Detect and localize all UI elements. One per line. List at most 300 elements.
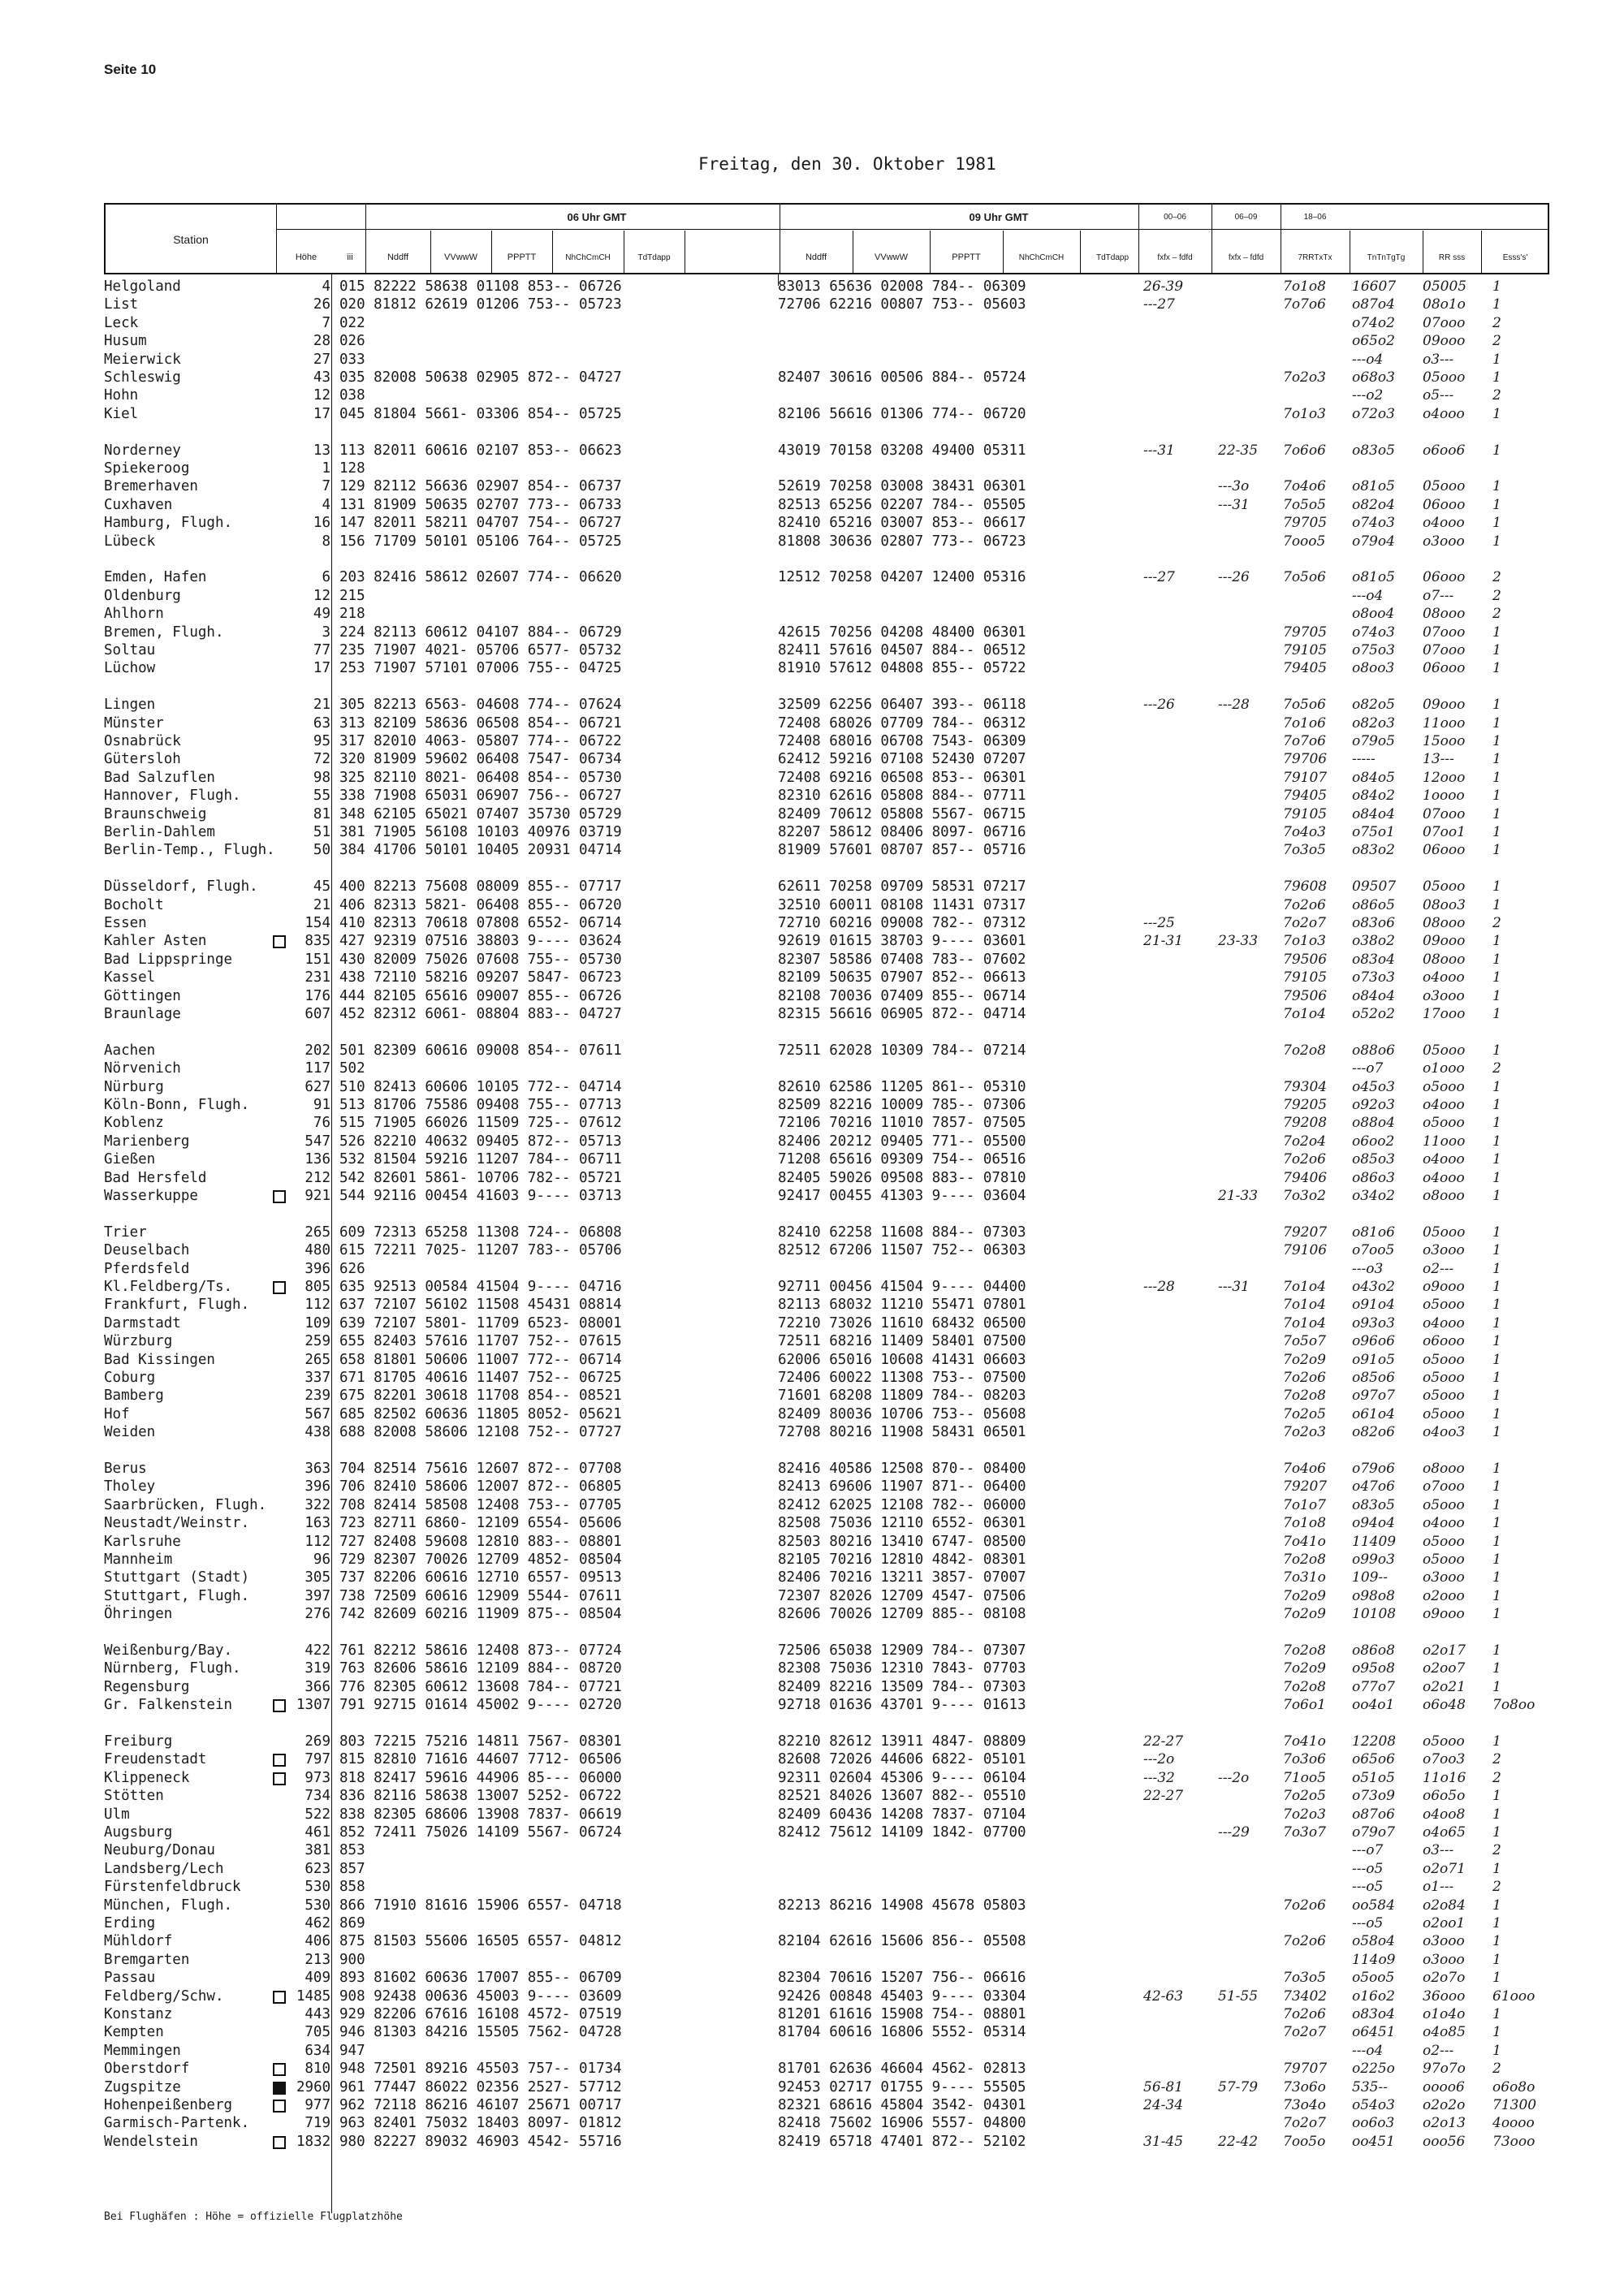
precip-group: o4ooo xyxy=(1423,1315,1465,1331)
precip-group: o6o5o xyxy=(1423,1788,1466,1804)
tmin-group: o83o5 xyxy=(1352,442,1395,459)
header-period-1: 00–06 xyxy=(1164,212,1186,222)
station-height: 265 xyxy=(304,1352,330,1368)
tmax-group: 7o2o7 xyxy=(1283,2115,1326,2131)
precip-group: 15ooo xyxy=(1423,733,1466,749)
table-row xyxy=(0,2079,1624,2097)
obs-09-gmt: 82419 65718 47401 872-- 52102 xyxy=(778,2134,1026,2150)
table-row xyxy=(0,1606,1624,1624)
obs-09-gmt: 82409 82216 13509 784-- 07303 xyxy=(778,1679,1026,1695)
obs-06-gmt: 639 72107 5801- 11709 6523- 08001 xyxy=(339,1315,622,1331)
table-row xyxy=(0,569,1624,587)
obs-09-gmt: 82109 50635 07907 852-- 06613 xyxy=(778,969,1026,986)
station-height: 109 xyxy=(304,1315,330,1331)
station-name: Freiburg xyxy=(104,1733,173,1750)
precip-group: 17ooo xyxy=(1423,1006,1466,1022)
precip-group: o2o7o xyxy=(1423,1970,1466,1986)
table-row xyxy=(0,1170,1624,1188)
snow-group: 1 xyxy=(1492,442,1501,459)
obs-06-gmt: 729 82307 70026 12709 4852- 08504 xyxy=(339,1552,622,1568)
gust-06-09: 51-55 xyxy=(1218,1988,1259,2005)
obs-06-gmt: 452 82312 6061- 08804 883-- 04727 xyxy=(339,1006,622,1022)
tmin-group: o79o6 xyxy=(1352,1461,1395,1477)
table-row xyxy=(0,1642,1624,1660)
obs-06-gmt: 853 xyxy=(339,1842,365,1858)
tmin-group: o87o4 xyxy=(1352,296,1395,313)
obs-09-gmt: 82412 75612 14109 1842- 07700 xyxy=(778,1824,1026,1841)
station-height: 26 xyxy=(313,296,330,313)
tmin-group: ---o3 xyxy=(1352,1261,1384,1277)
tmin-group: o99o3 xyxy=(1352,1552,1395,1568)
gust-00-06: 22-27 xyxy=(1143,1788,1184,1804)
precip-group: o5ooo xyxy=(1423,1733,1465,1750)
table-row xyxy=(0,1770,1624,1788)
obs-09-gmt: 43019 70158 03208 49400 05311 xyxy=(778,442,1026,459)
header-06-dew: TdTdapp xyxy=(637,252,671,262)
tmax-group: 79205 xyxy=(1283,1097,1328,1113)
snow-group: 2 xyxy=(1492,387,1501,404)
station-height: 21 xyxy=(313,897,330,913)
obs-06-gmt: 704 82514 75616 12607 872-- 07708 xyxy=(339,1461,622,1477)
station-height: 977 xyxy=(304,2097,330,2113)
obs-06-gmt: 156 71709 50101 05106 764-- 05725 xyxy=(339,533,622,550)
tmax-group: 7o2o3 xyxy=(1283,1424,1326,1440)
table-row xyxy=(0,478,1624,496)
station-height: 4 xyxy=(322,497,330,513)
table-row xyxy=(0,1333,1624,1351)
table-row xyxy=(0,878,1624,896)
station-height: 55 xyxy=(313,788,330,804)
station-name: Schleswig xyxy=(104,369,181,386)
tmin-group: o83o2 xyxy=(1352,842,1395,858)
precip-group: o5ooo xyxy=(1423,1497,1465,1513)
station-height: 98 xyxy=(313,770,330,786)
tmin-group: o8oo4 xyxy=(1352,606,1395,622)
mountain-station-marker-icon xyxy=(273,2100,286,2113)
tmin-group: o77o7 xyxy=(1352,1679,1395,1695)
table-row xyxy=(0,1478,1624,1496)
obs-06-gmt: 658 81801 50606 11007 772-- 06714 xyxy=(339,1352,622,1368)
snow-group: 2 xyxy=(1492,315,1501,331)
tmin-group: ---o2 xyxy=(1352,387,1384,404)
snow-group: 1 xyxy=(1492,1097,1501,1113)
snow-group: 61ooo xyxy=(1492,1988,1535,2005)
snow-group: 1 xyxy=(1492,878,1501,895)
station-name: Kassel xyxy=(104,969,156,986)
snow-group: 1 xyxy=(1492,806,1501,822)
obs-06-gmt: 946 81303 84216 15505 7562- 04728 xyxy=(339,2024,622,2040)
tmin-group: 16607 xyxy=(1352,278,1397,295)
snow-group: 4oooo xyxy=(1492,2115,1535,2131)
precip-group: o7--- xyxy=(1423,588,1454,604)
obs-09-gmt: 72408 68016 06708 7543- 06309 xyxy=(778,733,1026,749)
precip-group: 12ooo xyxy=(1423,770,1466,786)
station-name: Garmisch-Partenk. xyxy=(104,2115,250,2131)
obs-06-gmt: 325 82110 8021- 06408 854-- 05730 xyxy=(339,770,622,786)
tmin-group: o79o4 xyxy=(1352,533,1395,550)
obs-09-gmt: 81701 62636 46604 4562- 02813 xyxy=(778,2061,1026,2077)
gust-06-09: 23-33 xyxy=(1218,933,1259,949)
table-row xyxy=(0,1660,1624,1678)
snow-group: 1 xyxy=(1492,533,1501,550)
station-name: Oberstdorf xyxy=(104,2061,190,2077)
obs-06-gmt: 908 92438 00636 45003 9---- 03609 xyxy=(339,1988,622,2005)
obs-06-gmt: 128 xyxy=(339,460,365,477)
table-row xyxy=(0,406,1624,424)
obs-09-gmt: 82512 67206 11507 752-- 06303 xyxy=(778,1242,1026,1258)
obs-06-gmt: 961 77447 86022 02356 2527- 57712 xyxy=(339,2079,622,2095)
precip-group: 08ooo xyxy=(1423,915,1466,931)
snow-group: 1 xyxy=(1492,1279,1501,1295)
tmin-group: 114o9 xyxy=(1352,1952,1396,1968)
gust-06-09: 57-79 xyxy=(1218,2079,1259,2095)
station-height: 2960 xyxy=(296,2079,331,2095)
tmin-group: o84o4 xyxy=(1352,988,1395,1004)
mountain-station-marker-icon xyxy=(273,1754,286,1767)
station-height: 805 xyxy=(304,1279,330,1295)
tmin-group: o34o2 xyxy=(1352,1188,1395,1204)
obs-09-gmt: 72406 60022 11308 753-- 07500 xyxy=(778,1370,1026,1386)
precip-group: o6ooo xyxy=(1423,1333,1465,1349)
snow-group: 1 xyxy=(1492,1478,1501,1495)
obs-06-gmt: 253 71907 57101 07006 755-- 04725 xyxy=(339,660,622,676)
obs-09-gmt: 62412 59216 07108 52430 07207 xyxy=(778,751,1026,767)
precip-group: o4o65 xyxy=(1423,1824,1466,1841)
station-name: Lingen xyxy=(104,697,156,713)
station-name: Soltau xyxy=(104,642,156,658)
gust-00-06: 42-63 xyxy=(1143,1988,1184,2005)
station-name: Nörvenich xyxy=(104,1060,181,1077)
snow-group: 1 xyxy=(1492,478,1501,494)
station-height: 627 xyxy=(304,1079,330,1095)
table-row xyxy=(0,1988,1624,2006)
header-period-3: 18–06 xyxy=(1303,212,1327,222)
precip-group: 36ooo xyxy=(1423,1988,1466,2005)
table-row xyxy=(0,1679,1624,1697)
station-name: Klippeneck xyxy=(104,1770,190,1786)
table-row xyxy=(0,1952,1624,1970)
snow-group: 1 xyxy=(1492,1224,1501,1241)
station-height: 921 xyxy=(304,1188,330,1204)
table-row xyxy=(0,1842,1624,1860)
tmin-group: ---o4 xyxy=(1352,2043,1384,2059)
snow-group: 1 xyxy=(1492,788,1501,804)
obs-06-gmt: 218 xyxy=(339,606,365,622)
station-name: Coburg xyxy=(104,1370,156,1386)
station-height: 112 xyxy=(304,1534,330,1550)
tmin-group: o52o2 xyxy=(1352,1006,1395,1022)
tmax-group: 79406 xyxy=(1283,1170,1328,1186)
snow-group: 1 xyxy=(1492,2024,1501,2040)
tmin-group: 11409 xyxy=(1352,1534,1397,1550)
station-height: 72 xyxy=(313,751,330,767)
precip-group: o8ooo xyxy=(1423,1461,1465,1477)
station-height: 77 xyxy=(313,642,330,658)
snow-group: 1 xyxy=(1492,1133,1501,1150)
snow-group: 1 xyxy=(1492,1642,1501,1659)
station-name: Zugspitze xyxy=(104,2079,181,2095)
station-name: Spiekeroog xyxy=(104,460,190,477)
obs-09-gmt: 82509 82216 10009 785-- 07306 xyxy=(778,1097,1026,1113)
station-name: Berus xyxy=(104,1461,147,1477)
snow-group: 1 xyxy=(1492,1569,1501,1586)
table-row xyxy=(0,333,1624,351)
station-height: 50 xyxy=(313,842,330,858)
station-name: Nürburg xyxy=(104,1079,164,1095)
header-esss: Esss's' xyxy=(1502,252,1528,262)
tmin-group: o74o3 xyxy=(1352,624,1395,641)
gust-00-06: ---32 xyxy=(1143,1770,1175,1786)
header-06-nddff: Nddff xyxy=(387,252,409,262)
station-name: Ulm xyxy=(104,1806,130,1823)
tmin-group: o93o3 xyxy=(1352,1315,1395,1331)
obs-09-gmt: 32510 60011 08108 11431 07317 xyxy=(778,897,1026,913)
station-name: Braunlage xyxy=(104,1006,181,1022)
station-name: Düsseldorf, Flugh. xyxy=(104,878,258,895)
tmax-group: 79107 xyxy=(1283,770,1328,786)
tmin-group: 535-- xyxy=(1352,2079,1388,2095)
tmin-group: oo4o1 xyxy=(1352,1697,1395,1713)
tmin-group: o75o3 xyxy=(1352,642,1395,658)
header-group-06: 06 Uhr GMT xyxy=(567,210,627,223)
precip-group: 06ooo xyxy=(1423,660,1466,676)
precip-group: o7oo3 xyxy=(1423,1751,1466,1767)
tmin-group: ----- xyxy=(1352,751,1376,767)
tmin-group: oo451 xyxy=(1352,2134,1395,2150)
tmax-group: 7o3o2 xyxy=(1283,1188,1326,1204)
obs-09-gmt: 82108 70036 07409 855-- 06714 xyxy=(778,988,1026,1004)
tmax-group: 73402 xyxy=(1283,1988,1328,2005)
station-name: Helgoland xyxy=(104,278,181,295)
obs-09-gmt: 92453 02717 01755 9---- 55505 xyxy=(778,2079,1026,2095)
obs-06-gmt: 869 xyxy=(339,1915,365,1931)
obs-06-gmt: 815 82810 71616 44607 7712- 06506 xyxy=(339,1751,622,1767)
station-name: Augsburg xyxy=(104,1824,173,1841)
gust-06-09: ---26 xyxy=(1218,569,1250,585)
obs-06-gmt: 818 82417 59616 44906 85--- 06000 xyxy=(339,1770,622,1786)
station-name: Bremgarten xyxy=(104,1952,190,1968)
station-height: 8 xyxy=(322,533,330,550)
snow-group: 1 xyxy=(1492,1497,1501,1513)
station-height: 397 xyxy=(304,1588,330,1604)
table-row xyxy=(0,1297,1624,1314)
gust-06-09: ---28 xyxy=(1218,697,1250,713)
table-row xyxy=(0,1897,1624,1915)
station-name: Ahlhorn xyxy=(104,606,164,622)
table-row xyxy=(0,897,1624,915)
tmax-group: 7o41o xyxy=(1283,1733,1326,1750)
snow-group: 2 xyxy=(1492,1879,1501,1895)
obs-09-gmt: 82308 75036 12310 7843- 07703 xyxy=(778,1660,1026,1677)
obs-06-gmt: 320 81909 59602 06408 7547- 06734 xyxy=(339,751,622,767)
obs-06-gmt: 671 81705 40616 11407 752-- 06725 xyxy=(339,1370,622,1386)
tmax-group: 79304 xyxy=(1283,1079,1328,1095)
snow-group: 1 xyxy=(1492,1897,1501,1914)
precip-group: 05ooo xyxy=(1423,369,1466,386)
snow-group: 1 xyxy=(1492,1824,1501,1841)
obs-06-gmt: 948 72501 89216 45503 757-- 01734 xyxy=(339,2061,622,2077)
station-height: 1 xyxy=(322,460,330,477)
header-06-clouds: NhChCmCH xyxy=(565,252,611,262)
table-row xyxy=(0,1879,1624,1897)
table-row xyxy=(0,2134,1624,2151)
table-row xyxy=(0,1788,1624,1806)
precip-group: o5ooo xyxy=(1423,1406,1465,1422)
tmin-group: o82o4 xyxy=(1352,497,1395,513)
snow-group: 1 xyxy=(1492,2043,1501,2059)
date-line: Freitag, den 30. Oktober 1981 xyxy=(698,154,996,174)
snow-group: o6o8o xyxy=(1492,2079,1535,2095)
obs-06-gmt: 215 xyxy=(339,588,365,604)
obs-06-gmt: 742 82609 60216 11909 875-- 08504 xyxy=(339,1606,622,1622)
snow-group: 2 xyxy=(1492,569,1501,585)
station-name: Stuttgart, Flugh. xyxy=(104,1588,250,1604)
tmin-group: ---o4 xyxy=(1352,352,1384,368)
header-tmin: TnTnTgTg xyxy=(1367,252,1406,262)
tmax-group: 79207 xyxy=(1283,1224,1328,1241)
snow-group: 2 xyxy=(1492,1770,1501,1786)
snow-group: 1 xyxy=(1492,1534,1501,1550)
obs-09-gmt: 52619 70258 03008 38431 06301 xyxy=(778,478,1026,494)
obs-06-gmt: 526 82210 40632 09405 872-- 05713 xyxy=(339,1133,622,1150)
tmax-group: 7o1o8 xyxy=(1283,1515,1326,1531)
snow-group: 1 xyxy=(1492,988,1501,1004)
station-name: Hof xyxy=(104,1406,130,1422)
snow-group: 1 xyxy=(1492,1261,1501,1277)
snow-group: 1 xyxy=(1492,1297,1501,1313)
station-name: Aachen xyxy=(104,1042,156,1059)
obs-06-gmt: 022 xyxy=(339,315,365,331)
table-row xyxy=(0,1352,1624,1370)
obs-09-gmt: 82411 57616 04507 884-- 06512 xyxy=(778,642,1026,658)
table-row xyxy=(0,1588,1624,1606)
snow-group: 1 xyxy=(1492,1970,1501,1986)
snow-group: 1 xyxy=(1492,1788,1501,1804)
tmax-group: 7o3o5 xyxy=(1283,1970,1326,1986)
obs-06-gmt: 203 82416 58612 02607 774-- 06620 xyxy=(339,569,622,585)
tmax-group: 7o6o1 xyxy=(1283,1697,1326,1713)
table-row xyxy=(0,751,1624,769)
obs-09-gmt: 71208 65616 09309 754-- 06516 xyxy=(778,1151,1026,1167)
tmin-group: o38o2 xyxy=(1352,933,1395,949)
obs-06-gmt: 723 82711 6860- 12109 6554- 05606 xyxy=(339,1515,622,1531)
snow-group: 7o8oo xyxy=(1492,1697,1535,1713)
tmax-group: 79707 xyxy=(1283,2061,1328,2077)
table-row xyxy=(0,969,1624,987)
precip-group: o2o17 xyxy=(1423,1642,1466,1659)
obs-09-gmt: 72307 82026 12709 4547- 07506 xyxy=(778,1588,1026,1604)
tmax-group: 79506 xyxy=(1283,988,1328,1004)
tmax-group: 73o6o xyxy=(1283,2079,1326,2095)
obs-09-gmt: 82315 56616 06905 872-- 04714 xyxy=(778,1006,1026,1022)
table-row xyxy=(0,1497,1624,1515)
precip-group: o4ooo xyxy=(1423,1515,1465,1531)
snow-group: 2 xyxy=(1492,1060,1501,1077)
station-height: 462 xyxy=(304,1915,330,1931)
tmin-group: ---o4 xyxy=(1352,588,1384,604)
obs-06-gmt: 947 xyxy=(339,2043,365,2059)
obs-09-gmt: 82207 58612 08406 8097- 06716 xyxy=(778,824,1026,840)
snow-group: 2 xyxy=(1492,915,1501,931)
mountain-station-marker-icon xyxy=(273,1991,286,2004)
tmax-group: 7o2o8 xyxy=(1283,1679,1326,1695)
table-row xyxy=(0,278,1624,296)
precip-group: 05005 xyxy=(1423,278,1467,295)
station-name: Freudenstadt xyxy=(104,1751,207,1767)
station-name: Emden, Hafen xyxy=(104,569,207,585)
station-height: 409 xyxy=(304,1970,330,1986)
obs-06-gmt: 738 72509 60616 12909 5544- 07611 xyxy=(339,1588,622,1604)
station-name: Leck xyxy=(104,315,139,331)
tmax-group: 79208 xyxy=(1283,1115,1328,1131)
table-row xyxy=(0,1824,1624,1842)
station-height: 6 xyxy=(322,569,330,585)
tmin-group: o82o3 xyxy=(1352,715,1395,732)
obs-06-gmt: 235 71907 4021- 05706 6577- 05732 xyxy=(339,642,622,658)
header-tmax: 7RRTxTx xyxy=(1298,252,1332,262)
station-height: 17 xyxy=(313,660,330,676)
table-row xyxy=(0,1097,1624,1115)
table-row xyxy=(0,442,1624,460)
table-row xyxy=(0,660,1624,678)
table-row xyxy=(0,1806,1624,1824)
header-gust-1: fxfx – fdfd xyxy=(1157,252,1193,262)
precip-group: 07ooo xyxy=(1423,806,1466,822)
station-height: 719 xyxy=(304,2115,330,2131)
table-row xyxy=(0,1933,1624,1951)
header-09-nddff: Nddff xyxy=(805,252,827,262)
station-name: Neustadt/Weinstr. xyxy=(104,1515,250,1531)
obs-09-gmt: 32509 62256 06407 393-- 06118 xyxy=(778,697,1026,713)
table-row xyxy=(0,1552,1624,1569)
tmax-group: 7o1o7 xyxy=(1283,1497,1326,1513)
obs-09-gmt: 82412 62025 12108 782-- 06000 xyxy=(778,1497,1026,1513)
tmin-group: o5oo5 xyxy=(1352,1970,1395,1986)
precip-group: o3ooo xyxy=(1423,1933,1465,1949)
tmax-group: 7o5o6 xyxy=(1283,697,1326,713)
gust-00-06: ---25 xyxy=(1143,915,1175,931)
obs-06-gmt: 875 81503 55606 16505 6557- 04812 xyxy=(339,1933,622,1949)
station-height: 28 xyxy=(313,333,330,349)
station-height: 213 xyxy=(304,1952,330,1968)
snow-group: 1 xyxy=(1492,1333,1501,1349)
tmax-group: 7o1o8 xyxy=(1283,278,1326,295)
tmin-group: o84o4 xyxy=(1352,806,1395,822)
tmax-group: 7o1o4 xyxy=(1283,1315,1326,1331)
obs-09-gmt: 82307 58586 07408 783-- 07602 xyxy=(778,952,1026,968)
precip-group: o9ooo xyxy=(1423,1606,1465,1622)
tmin-group: o96o6 xyxy=(1352,1333,1395,1349)
tmin-group: o92o3 xyxy=(1352,1097,1395,1113)
tmax-group: 7o5o7 xyxy=(1283,1333,1326,1349)
obs-09-gmt: 62611 70258 09709 58531 07217 xyxy=(778,878,1026,895)
station-name: Köln-Bonn, Flugh. xyxy=(104,1097,250,1113)
station-name: Bad Kissingen xyxy=(104,1352,215,1368)
gust-06-09: ---29 xyxy=(1218,1824,1250,1841)
precip-group: o2o13 xyxy=(1423,2115,1466,2131)
obs-09-gmt: 82406 20212 09405 771-- 05500 xyxy=(778,1133,1026,1150)
obs-06-gmt: 962 72118 86216 46107 25671 00717 xyxy=(339,2097,622,2113)
obs-09-gmt: 72708 80216 11908 58431 06501 xyxy=(778,1424,1026,1440)
obs-09-gmt: 82321 68616 45804 3542- 04301 xyxy=(778,2097,1026,2113)
tmax-group: 7o2o6 xyxy=(1283,1151,1326,1167)
station-name: Pferdsfeld xyxy=(104,1261,190,1277)
tmax-group: 7o3o6 xyxy=(1283,1751,1326,1767)
obs-09-gmt: 82606 70026 12709 885-- 08108 xyxy=(778,1606,1026,1622)
table-row xyxy=(0,296,1624,314)
precip-group: 09ooo xyxy=(1423,697,1466,713)
station-height: 705 xyxy=(304,2024,330,2040)
